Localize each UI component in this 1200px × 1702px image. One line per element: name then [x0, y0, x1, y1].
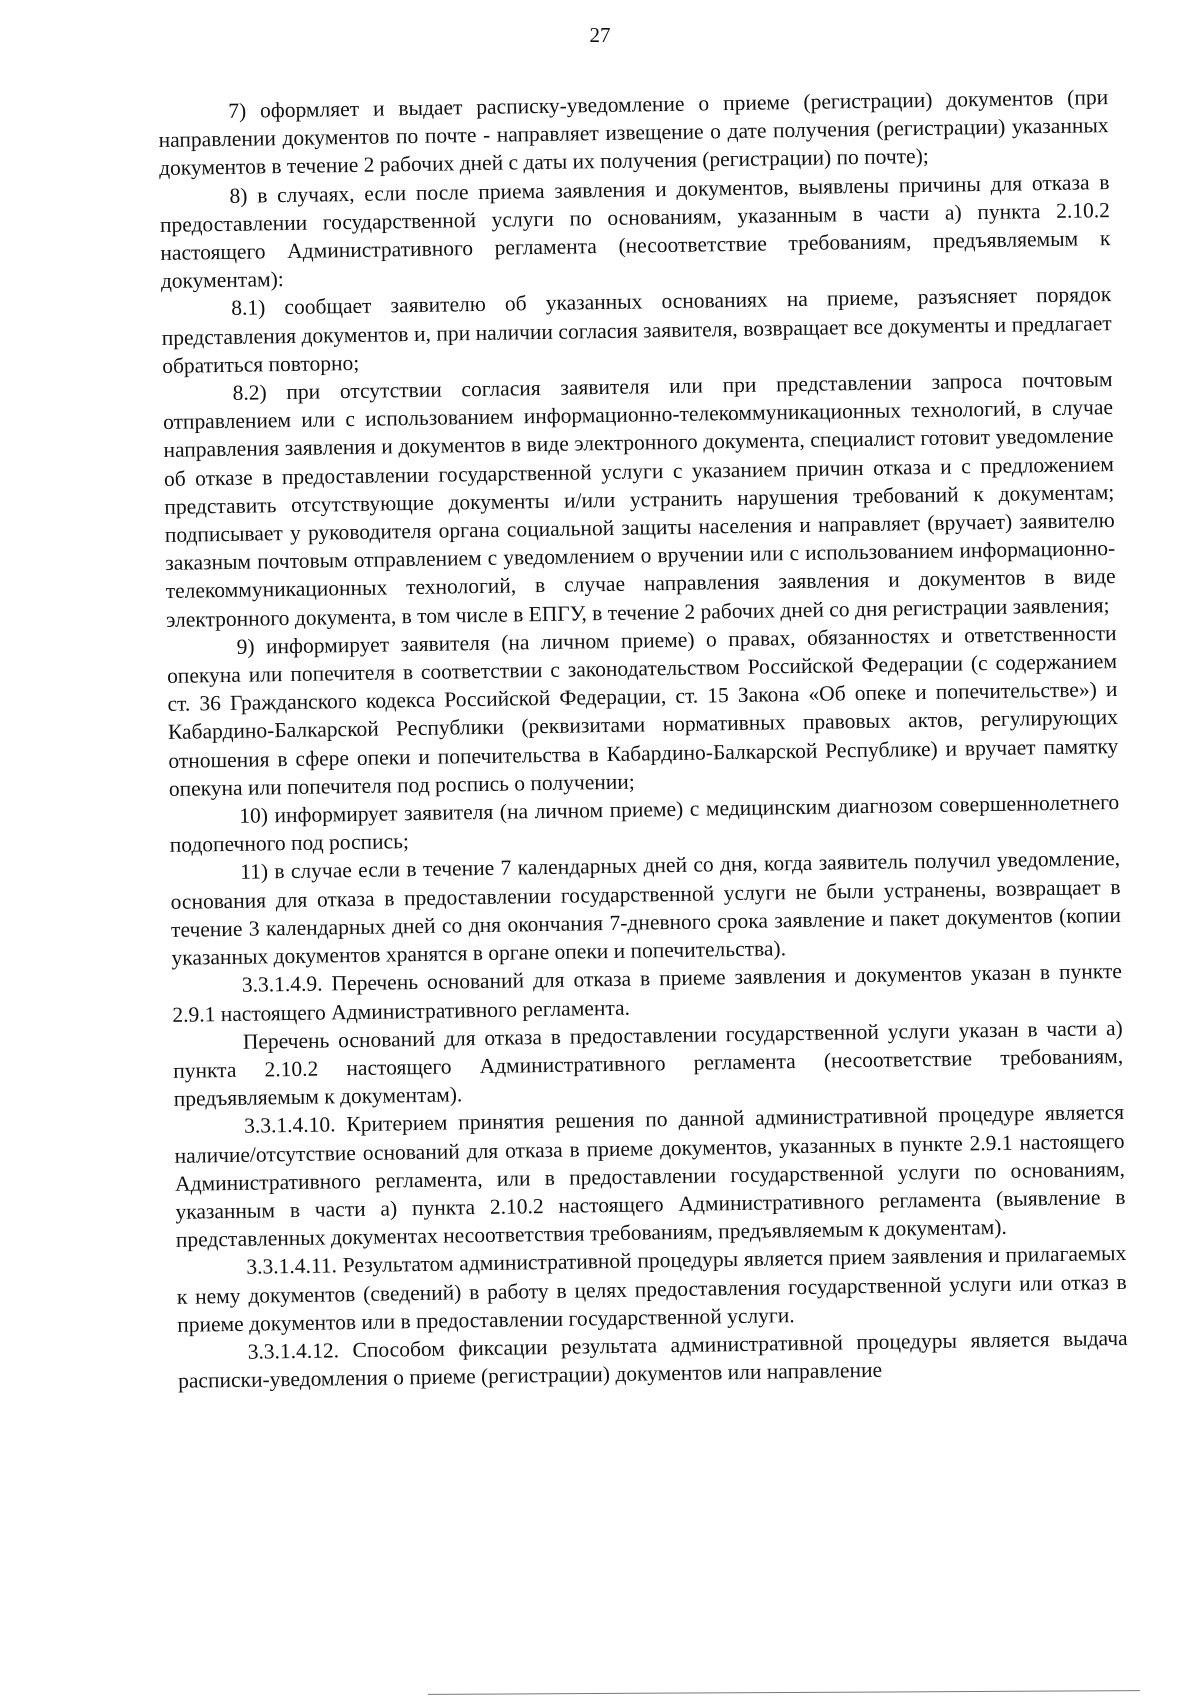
paragraph-3-3-1-4-11: 3.3.1.4.11. Результатом административной процедуры является прием заявления и прилагаемых к нему документов (сведений) в работу в целях предоставления государственной услуги или отказ в приеме документов или в предоставлении государственной услуги.: [176, 1241, 1127, 1337]
paragraph-item-8-2: 8.2) при отсутствии согласия заявителя или при представлении запроса почтовым отправлением или с использованием информационно-телекоммуникационных технологий, в случае направления заявления и документов в виде электронного документа, специалист готовит уведомление об отказе в предоставлении государственной услуги с указанием причин отказа и с предложением представить отсутствующие документы и/или устранить нарушения требований к документам; подписывает у руководителя органа социальной защиты населения и направляет (вручает) заявителю заказным почтовым отправлением с уведомлением о вручении или с использованием информационно-телекоммуникационных технологий, в случае направления заявления и документов в виде электронного документа, в том числе в ЕПГУ, в течение 2 рабочих дней со дня регистрации заявления;: [162, 367, 1116, 632]
paragraph-3-3-1-4-10: 3.3.1.4.10. Критерием принятия решения по данной административной процедуре является наличие/отсутствие оснований для отказа в приеме документов, указанных в пункте 2.9.1 настоящего Административного регламента, или в предоставлении государственной услуги по основаниям, указанным в части а) пункта 2.10.2 настоящего Административного регламента (выявление в представленных документах несоответствия требованиям, предъявляемым к документам).: [174, 1100, 1126, 1252]
paragraph-item-8-1: 8.1) сообщает заявителю об указанных основаниях на приеме, разъясняет порядок представления документов и, при наличии согласия заявителя, возвращает все документы и предлагает обратиться повторно;: [161, 282, 1112, 378]
paragraph-refusal-grounds: Перечень оснований для отказа в предоставлении государственной услуги указан в части а) пункта 2.10.2 настоящего Административного регламента (несоответствие требованиям, предъявляемым к документам).: [173, 1015, 1124, 1111]
paragraph-item-8: 8) в случаях, если после приема заявления и документов, выявлены причины для отказа в предоставлении государственной услуги по основаниям, указанным в части а) пункта 2.10.2 настоящего Административного регламента (несоответствие требованиям, предъявляемым к документам):: [159, 169, 1111, 294]
paragraph-item-11: 11) в случае если в течение 7 календарных дней со дня, когда заявитель получил уведомление, основания для отказа в предоставлении государственной услуги не были устранены, возвращает в течение 3 календарных дней со дня окончания 7-дневного срока заявление и пакет документов (копии указанных документов хранятся в органе опеки и попечительства).: [170, 846, 1122, 970]
page-number: 27: [589, 23, 611, 47]
paragraph-3-3-1-4-9: 3.3.1.4.9. Перечень оснований для отказа в приеме заявления и документов указан в пункте 2.9.1 настоящего Административного регламента.: [172, 959, 1123, 1027]
bottom-scan-line: [428, 1690, 1140, 1695]
paragraph-3-3-1-4-12: 3.3.1.4.12. Способом фиксации результата административной процедуры является выдача расписки-уведомления о приеме (регистрации) документов или направление: [177, 1325, 1128, 1393]
paragraph-item-9: 9) информирует заявителя (на личном приеме) о правах, обязанностях и ответственности опекуна или попечителя в соответствии с законодательством Российской Федерации (с содержанием ст. 36 Гражданского кодекса Российской Федерации, ст. 15 Закона «Об опеке и попечительстве») и Кабардино-Балкарской Республики (реквизитами нормативных правовых актов, регулирующих отношения в сфере опеки и попечительства в Кабардино-Балкарской Республике) и вручает памятку опекуна или попечителя под роспись о получении;: [166, 620, 1119, 801]
paragraph-item-10: 10) информирует заявителя (на личном приеме) с медицинским диагнозом совершеннолетнего подопечного под роспись;: [169, 790, 1120, 858]
paragraph-item-7: 7) оформляет и выдает расписку-уведомление о приеме (регистрации) документов (при направлении документов по почте - направляет извещение о дате получения (регистрации) указанных документов в течение 2 рабочих дней с даты их получения (регистрации) по почте);: [158, 85, 1109, 181]
document-body: [158, 83, 1128, 1395]
